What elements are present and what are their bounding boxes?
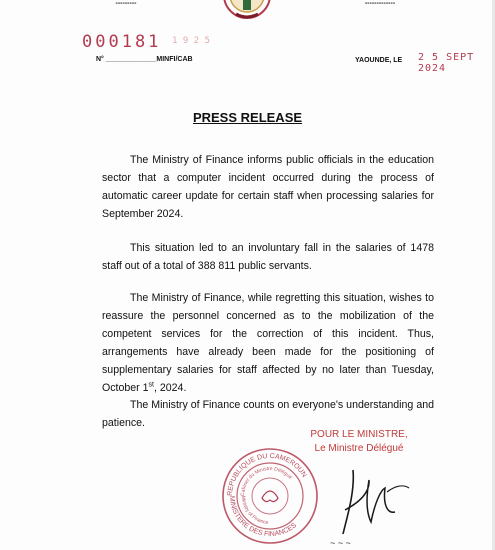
seal-inner-bottom: Ministry of Finance xyxy=(239,495,269,526)
seal-inner-top: Cabinet du Ministre Délégué xyxy=(239,465,293,497)
page-title: PRESS RELEASE xyxy=(192,110,303,125)
cameroon-emblem-icon xyxy=(222,0,272,20)
header-left-dashes: --------- xyxy=(115,0,137,7)
signatory-line-2: Le Ministre Délégué xyxy=(314,443,404,454)
paragraph-incident-text: The Ministry of Finance informs public officials in the education sector that a computer incident occurred during the process of automatic career update for certain staff when processing salaries for September 2024. xyxy=(102,154,434,220)
paragraph-incident xyxy=(102,151,434,223)
place-line: YAOUNDE, LE xyxy=(355,57,403,64)
official-seal-icon xyxy=(220,446,320,546)
seal-outer-top: REPUBLIQUE DU CAMEROUN xyxy=(226,452,308,497)
header-right xyxy=(352,0,408,8)
paragraph-remedy-text: The Ministry of Finance, while regretting this situation, wishes to reassure the personnel concerned as to the mobilization of the competent services for the correction of this incident. Thus, arrangements have already been made for the positioning of supplementary salaries for staff affected by no later than Tuesday, October 1 xyxy=(102,292,434,394)
paragraph-remedy-end: , 2024. xyxy=(153,382,187,394)
header-right-dashes: ------------- xyxy=(364,0,396,7)
reference-number: N° _____________MINFI/CAB xyxy=(96,56,193,63)
date-stamp: 2 5 SEPT 2024 xyxy=(418,52,475,74)
paragraph-remedy xyxy=(102,289,434,397)
paragraph-impact-text: This situation led to an involuntary fall in the salaries of 1478 staff out of a total of 388 811 public servants. xyxy=(102,242,434,272)
seal-outer-bottom: MINISTERE DES FINANCES xyxy=(227,495,298,539)
footer-signature-scribble: ~ ~ ~ xyxy=(330,538,351,548)
paragraph-closing-text: The Ministry of Finance counts on everyone's understanding and patience. xyxy=(102,399,434,429)
handwritten-signature-icon xyxy=(325,462,415,542)
serial-number-faded: 1 9 2 5 xyxy=(172,36,210,46)
signatory-line-1: POUR LE MINISTRE, xyxy=(310,429,408,440)
paragraph-impact xyxy=(102,239,434,275)
header-left xyxy=(96,0,156,8)
ordinal-suffix: st xyxy=(148,381,154,389)
paragraph-closing xyxy=(102,396,434,432)
serial-number-stamp: 000181 xyxy=(82,32,162,52)
